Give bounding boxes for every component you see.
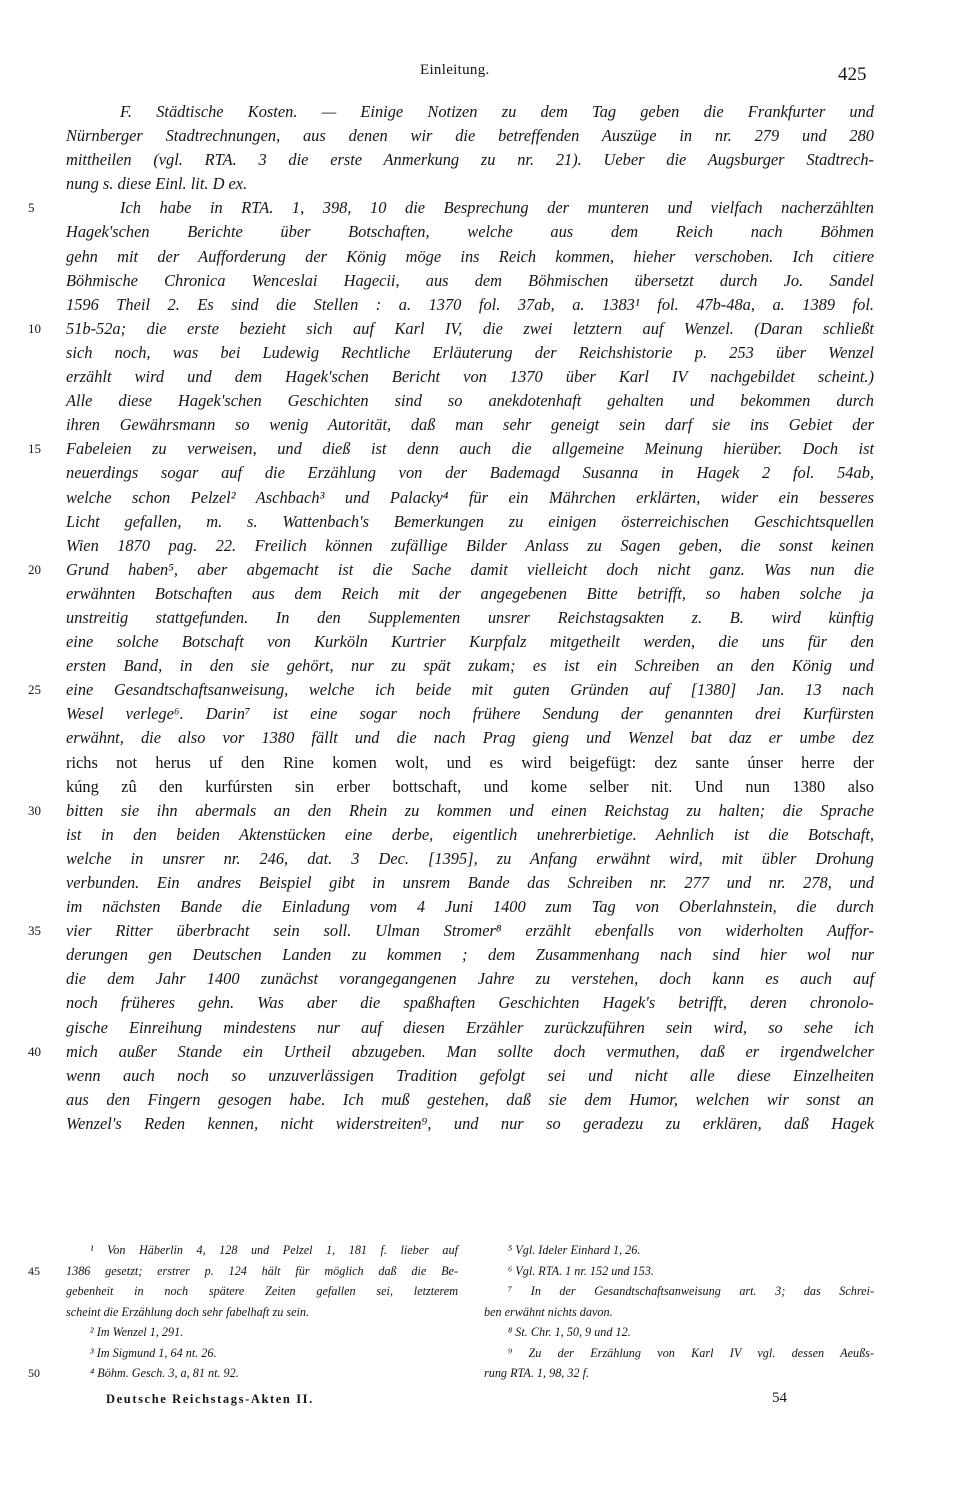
line-number: 5 xyxy=(28,200,35,216)
line-text: Böhmische Chronica Wenceslai Hagecii, aus dem Böhmischen übersetzt durch Jo. Sandel xyxy=(66,270,874,290)
page-number: 425 xyxy=(838,64,867,85)
text-line xyxy=(66,245,874,269)
footnote-line xyxy=(484,1363,874,1384)
text-line xyxy=(66,413,874,437)
line-text: Hagek'schen Berichte über Botschaften, welche aus dem Reich nach Böhmen xyxy=(66,222,874,242)
line-number: 40 xyxy=(28,1043,41,1059)
line-text: ⁸ St. Chr. 1, 50, 9 und 12. xyxy=(508,1325,631,1339)
footnote-line xyxy=(66,1322,458,1343)
line-text: mittheilen (vgl. RTA. 3 die erste Anmerkung zu nr. 21). Ueber die Augsburger Stadtrech- xyxy=(66,150,874,170)
line-text: die dem Jahr 1400 zunächst vorangegangenen Jahre zu verstehen, doch kann es auch auf xyxy=(66,969,874,989)
line-text: verbunden. Ein andres Beispiel gibt in unsrem Bande das Schreiben nr. 277 und nr. 278, und xyxy=(66,873,874,892)
footnote-line xyxy=(484,1343,874,1364)
line-text: neuerdings sogar auf die Erzählung von der Bademagd Susanna in Hagek 2 fol. 54ab, xyxy=(66,463,874,483)
line-text: unstreitig stattgefunden. In den Supplementen unsrer Reichstagsakten z. B. wird künftig xyxy=(66,607,874,627)
line-text: ist in den beiden Aktenstücken eine derbe, eigentlich unehrerbietige. Aehnlich ist die Botschaft, xyxy=(66,824,874,844)
text-line xyxy=(66,220,874,244)
line-text: wenn auch noch so unzuverlässigen Tradition gefolgt sei und nicht alle diese Einzelheiten xyxy=(66,1065,874,1085)
footnote-line xyxy=(66,1281,458,1302)
line-text: welche in unsrer nr. 246, dat. 3 Dec. [1395], zu Anfang erwähnt wird, mit übler Drohung xyxy=(66,848,874,868)
line-text: sich noch, was bei Ludewig Rechtliche Erläuterung der Reichshistorie p. 253 über Wenzel xyxy=(66,342,874,362)
line-text: gische Einreihung mindestens nur auf diesen Erzähler zurückzuführen sein wird, so sehe ich xyxy=(66,1017,874,1037)
text-line xyxy=(66,534,874,558)
line-text: vier Ritter überbracht sein soll. Ulman Stromer⁸ erzählt ebenfalls von widerholten Auffor- xyxy=(66,921,874,941)
text-line xyxy=(66,702,874,726)
line-text: welche schon Pelzel² Aschbach³ und Palacky⁴ für ein Mährchen erklärten, wider ein besseres xyxy=(66,487,874,507)
line-number: 50 xyxy=(28,1366,40,1380)
text-line xyxy=(28,317,874,341)
text-line xyxy=(66,775,874,799)
text-line xyxy=(66,365,874,389)
imprint: Deutsche Reichstags-Akten II. xyxy=(106,1392,314,1406)
text-line xyxy=(66,124,874,148)
text-line xyxy=(66,1088,874,1112)
footnotes-right-column xyxy=(484,1240,874,1384)
line-text: 51b-52a; die erste bezieht sich auf Karl IV, die zwei letztern auf Wenzel. (Daran schließt xyxy=(66,318,874,338)
line-text: 1596 Theil 2. Es sind die Stellen : a. 1370 fol. 37ab, a. 1383¹ fol. 47b-48a, a. 1389 fol. xyxy=(66,294,874,314)
text-line xyxy=(66,991,874,1015)
line-text: ⁷ In der Gesandtschaftsanweisung art. 3; das Schrei- xyxy=(508,1284,874,1298)
line-text: mich außer Stande ein Urtheil abzugeben. Man sollte doch vermuthen, daß er irgendwelcher xyxy=(66,1041,874,1061)
line-text: ⁶ Vgl. RTA. 1 nr. 152 und 153. xyxy=(508,1263,654,1278)
text-line xyxy=(66,461,874,485)
line-text: aus den Fingern gesogen habe. Ich muß gestehen, daß sie dem Humor, welchen wir sonst an xyxy=(66,1089,874,1109)
text-line xyxy=(66,293,874,317)
text-line xyxy=(66,1064,874,1088)
footnote-line xyxy=(484,1281,874,1302)
line-text: ⁴ Böhm. Gesch. 3, a, 81 nt. 92. xyxy=(90,1366,239,1380)
footnote-line xyxy=(28,1363,458,1384)
line-text: noch früheres gehn. Was aber die spaßhaften Geschichten Hagek's betrifft, deren chronolo- xyxy=(66,993,874,1013)
footnote-line xyxy=(66,1240,458,1261)
running-head: Einleitung. xyxy=(420,62,490,78)
text-line xyxy=(66,510,874,534)
line-number: 10 xyxy=(28,320,41,336)
line-text: Nürnberger Stadtrechnungen, aus denen wir die betreffenden Auszüge in nr. 279 und 280 xyxy=(66,126,874,146)
footnote-line xyxy=(484,1261,874,1282)
text-line xyxy=(66,341,874,365)
line-text: bitten sie ihn abermals an den Rhein zu kommen und einen Reichstag zu halten; die Sprache xyxy=(66,800,874,820)
line-text: richs not herus uf den Rine komen wolt, und es wird beigefügt: dez sante únser herre der xyxy=(66,752,874,772)
line-text: im nächsten Bande die Einladung vom 4 Juni 1400 zum Tag von Oberlahnstein, die durch xyxy=(66,897,874,917)
line-text: Wenzel's Reden kennen, nicht widerstreiten⁹, und nur so geradezu zu erklären, daß Hagek xyxy=(66,1113,874,1133)
line-text: Wesel verlege⁶. Darin⁷ ist eine sogar noch frühere Sendung der genannten drei Kurfürsten xyxy=(66,704,874,724)
text-line xyxy=(66,847,874,871)
line-text: Alle diese Hagek'schen Geschichten sind so anekdotenhaft gehalten und bekommen durch xyxy=(66,391,874,411)
line-text: ben erwähnt nichts davon. xyxy=(484,1304,613,1319)
line-number: 45 xyxy=(28,1263,40,1278)
line-text: Ich habe in RTA. 1, 398, 10 die Besprechung der munteren und vielfach nacherzählten xyxy=(120,198,874,218)
line-number: 20 xyxy=(28,561,41,577)
line-text: derungen gen Deutschen Landen zu kommen ; dem Zusammenhang nach sind hier wol nur xyxy=(66,945,874,965)
text-line xyxy=(66,486,874,510)
footnote-line xyxy=(484,1322,874,1343)
signature-mark: 54 xyxy=(772,1390,787,1406)
text-line xyxy=(28,558,874,582)
text-line xyxy=(66,389,874,413)
line-number: 35 xyxy=(28,923,41,939)
text-line xyxy=(66,871,874,895)
text-line xyxy=(28,1040,874,1064)
text-line xyxy=(66,895,874,919)
line-text: kúng zû den kurfúrsten sin erber bottschaft, und kome selber nit. Und nun 1380 also xyxy=(66,776,874,796)
text-line xyxy=(28,919,874,943)
text-line xyxy=(66,943,874,967)
line-text: Wien 1870 pag. 22. Freilich können zufällige Bilder Anlass zu Sagen geben, die sonst keinen xyxy=(66,535,874,555)
line-text: Grund haben⁵, aber abgemacht ist die Sache damit vielleicht doch nicht ganz. Was nun die xyxy=(66,559,874,579)
line-text: ⁹ Zu der Erzählung von Karl IV vgl. dessen Aeußs- xyxy=(508,1345,874,1360)
text-line xyxy=(66,1112,874,1136)
line-text: 1386 gesetzt; erstrer p. 124 hält für möglich daß die Be- xyxy=(66,1263,458,1278)
line-number: 30 xyxy=(28,802,41,818)
text-line xyxy=(66,148,874,172)
text-line xyxy=(28,678,874,702)
line-text: erwähnten Botschaften aus dem Reich mit der angegebenen Bitte betrifft, so haben solche ja xyxy=(66,583,874,603)
footnote-line xyxy=(28,1261,458,1282)
line-text: Licht gefallen, m. s. Wattenbach's Bemerkungen zu einigen österreichischen Geschichtsquellen xyxy=(66,511,874,531)
footnote-line xyxy=(484,1302,874,1323)
text-line xyxy=(28,799,874,823)
text-line xyxy=(66,582,874,606)
text-line xyxy=(66,1016,874,1040)
text-line xyxy=(66,269,874,293)
footnotes-left-column xyxy=(28,1240,458,1384)
line-text: ⁵ Vgl. Ideler Einhard 1, 26. xyxy=(508,1243,641,1257)
body-text xyxy=(28,100,874,1136)
footnote-line xyxy=(66,1343,458,1364)
line-text: gehn mit der Aufforderung der König möge ins Reich kommen, hieher verschoben. Ich citiere xyxy=(66,246,874,266)
text-line xyxy=(28,437,874,461)
line-text: ihren Gewährsmann so wenig Autorität, daß man sehr geneigt sein darf sie ins Gebiet der xyxy=(66,415,874,435)
line-text: ³ Im Sigmund 1, 64 nt. 26. xyxy=(90,1345,217,1360)
text-line xyxy=(66,172,874,196)
line-text: erwähnt, die also vor 1380 fällt und die nach Prag gieng und Wenzel bat daz er umbe dez xyxy=(66,728,874,748)
line-text: erzählt wird und dem Hagek'schen Bericht von 1370 über Karl IV nachgebildet scheint.) xyxy=(66,367,874,387)
line-text: rung RTA. 1, 98, 32 f. xyxy=(484,1366,590,1380)
text-line xyxy=(66,100,874,124)
line-number: 25 xyxy=(28,682,41,698)
text-line xyxy=(28,196,874,220)
footnote-line xyxy=(484,1240,874,1261)
line-text: ersten Band, in den sie gehört, nur zu spät zukam; es ist ein Schreiben an den König und xyxy=(66,656,874,676)
footnote-line xyxy=(66,1302,458,1323)
line-text: eine solche Botschaft von Kurköln Kurtrier Kurpfalz mitgetheilt werden, die uns für den xyxy=(66,632,874,652)
text-line xyxy=(66,606,874,630)
text-line xyxy=(66,823,874,847)
line-text: gebenheit in noch spätere Zeiten gefallen sei, letzterem xyxy=(66,1284,458,1298)
text-line xyxy=(66,630,874,654)
text-line xyxy=(66,726,874,750)
line-text: nung s. diese Einl. lit. D ex. xyxy=(66,174,248,194)
line-text: ¹ Von Häberlin 4, 128 und Pelzel 1, 181 f. lieber auf xyxy=(90,1243,458,1257)
line-text: eine Gesandtschaftsanweisung, welche ich beide mit guten Gründen auf [1380] Jan. 13 nach xyxy=(66,680,874,700)
line-text: Fabeleien zu verweisen, und dieß ist denn auch die allgemeine Meinung hierüber. Doch ist xyxy=(66,439,874,459)
text-line xyxy=(66,967,874,991)
line-text: scheint die Erzählung doch sehr fabelhaft zu sein. xyxy=(66,1304,310,1319)
line-number: 15 xyxy=(28,441,41,457)
text-line xyxy=(66,654,874,678)
line-text: F. Städtische Kosten. — Einige Notizen zu dem Tag geben die Frankfurter und xyxy=(120,102,874,121)
text-line xyxy=(66,751,874,775)
line-text: ² Im Wenzel 1, 291. xyxy=(90,1325,184,1339)
